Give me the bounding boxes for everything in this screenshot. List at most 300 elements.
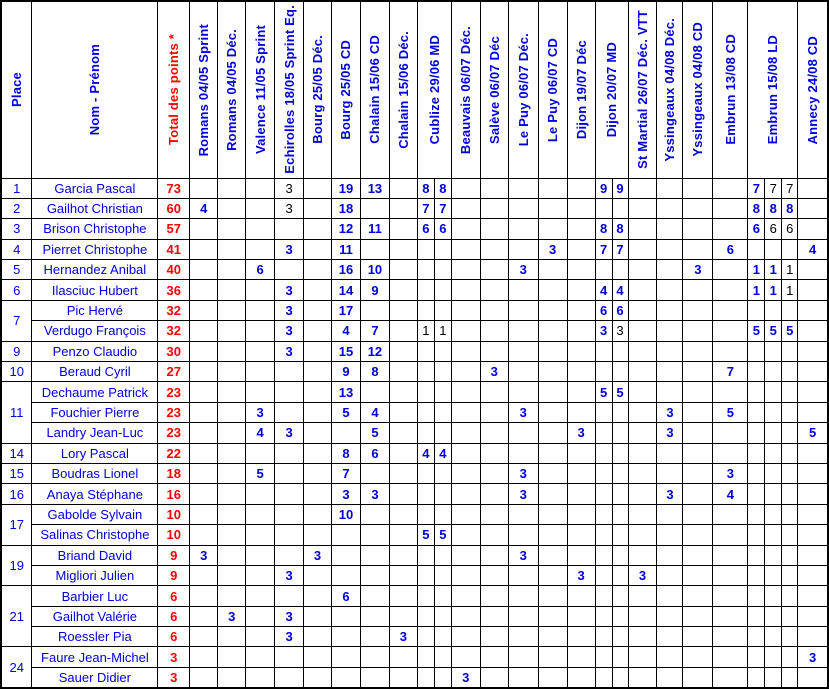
place-cell: 3 — [1, 219, 32, 239]
score-cell-saleve — [480, 341, 508, 361]
score-cell-annecy: 3 — [798, 647, 828, 667]
score-cell-lepuy_cd — [538, 362, 567, 382]
score-cell-lepuy_cd — [538, 647, 567, 667]
score-cell-dijon_md_2 — [612, 423, 628, 443]
score-cell-lepuy_dec — [508, 423, 538, 443]
place-cell: 5 — [1, 260, 32, 280]
total-points-cell: 6 — [158, 586, 190, 606]
score-cell-lepuy_dec — [508, 504, 538, 524]
column-header-total — [158, 1, 190, 178]
score-cell-lepuy_dec — [508, 382, 538, 402]
score-cell-annecy — [798, 463, 828, 483]
score-cell-dijon_md_2 — [612, 606, 628, 626]
score-cell-embrun_cd — [713, 280, 748, 300]
place-cell: 19 — [1, 545, 32, 586]
score-cell-yssingeaux_cd — [683, 545, 713, 565]
score-cell-bourg_dec — [304, 382, 332, 402]
table-row — [1, 341, 828, 361]
score-cell-romans_dec — [218, 300, 246, 320]
score-cell-bourg_dec — [304, 280, 332, 300]
total-points-cell: 73 — [158, 178, 190, 198]
score-cell-stmartial — [628, 402, 657, 422]
score-cell-stmartial — [628, 586, 657, 606]
score-cell-cublize_1 — [417, 300, 434, 320]
score-cell-romans_sprint — [190, 382, 218, 402]
score-cell-dijon_md_2: 7 — [612, 239, 628, 259]
score-cell-valence_sprint — [246, 178, 275, 198]
total-points-cell: 41 — [158, 239, 190, 259]
score-cell-valence_sprint — [246, 586, 275, 606]
score-cell-beauvais — [451, 300, 480, 320]
column-header-chalain_dec-label: Chalain 15/06 Déc. — [395, 30, 411, 149]
column-header-stmartial — [628, 1, 657, 178]
score-cell-embrun_ld_3: 6 — [782, 219, 798, 239]
score-cell-bourg_cd — [332, 525, 361, 545]
score-cell-yssingeaux_cd — [683, 586, 713, 606]
score-cell-lepuy_cd — [538, 443, 567, 463]
score-cell-yssingeaux_cd — [683, 198, 713, 218]
score-cell-yssingeaux_dec — [657, 362, 683, 382]
score-cell-chalain_dec — [389, 178, 417, 198]
column-header-name-wrap — [32, 2, 157, 177]
score-cell-romans_dec — [218, 362, 246, 382]
score-cell-romans_sprint — [190, 280, 218, 300]
score-cell-bourg_dec — [304, 627, 332, 647]
score-cell-beauvais — [451, 402, 480, 422]
score-cell-lepuy_cd — [538, 606, 567, 626]
column-header-romans_sprint-wrap — [190, 2, 217, 177]
column-header-dijon_md_1-label: Dijon 20/07 MD — [604, 42, 620, 138]
score-cell-cublize_1: 5 — [417, 525, 434, 545]
score-cell-yssingeaux_cd — [683, 321, 713, 341]
score-cell-beauvais — [451, 260, 480, 280]
score-cell-dijon19_dec — [567, 525, 595, 545]
score-cell-cublize_1: 7 — [417, 198, 434, 218]
place-cell: 16 — [1, 484, 32, 504]
score-cell-stmartial — [628, 219, 657, 239]
score-cell-dijon_md_1 — [595, 484, 612, 504]
score-cell-stmartial — [628, 606, 657, 626]
score-cell-romans_sprint — [190, 463, 218, 483]
score-cell-chalain_dec — [389, 606, 417, 626]
score-cell-cublize_2 — [434, 484, 451, 504]
score-cell-embrun_ld_3: 8 — [782, 198, 798, 218]
score-cell-dijon_md_2: 6 — [612, 300, 628, 320]
score-cell-lepuy_cd — [538, 463, 567, 483]
column-header-yssingeaux_dec-wrap — [657, 2, 682, 177]
score-cell-embrun_ld_1 — [748, 443, 765, 463]
score-cell-beauvais — [451, 525, 480, 545]
score-cell-valence_sprint — [246, 627, 275, 647]
score-cell-embrun_ld_3 — [782, 525, 798, 545]
score-cell-embrun_ld_2 — [765, 565, 782, 585]
score-cell-dijon_md_2 — [612, 362, 628, 382]
score-cell-annecy — [798, 443, 828, 463]
score-cell-stmartial — [628, 667, 657, 687]
score-cell-romans_sprint — [190, 239, 218, 259]
score-cell-saleve — [480, 545, 508, 565]
column-header-dijon19_dec-label: Dijon 19/07 Déc — [573, 40, 589, 140]
table-row — [1, 423, 828, 443]
column-header-romans_sprint — [190, 1, 218, 178]
score-cell-romans_dec — [218, 423, 246, 443]
score-cell-bourg_cd: 3 — [332, 484, 361, 504]
score-cell-bourg_cd — [332, 647, 361, 667]
score-cell-dijon19_dec — [567, 280, 595, 300]
score-cell-chalain_cd — [360, 198, 389, 218]
score-cell-dijon_md_2 — [612, 586, 628, 606]
score-cell-embrun_cd — [713, 219, 748, 239]
score-cell-saleve — [480, 443, 508, 463]
score-cell-romans_dec — [218, 280, 246, 300]
score-cell-bourg_cd: 11 — [332, 239, 361, 259]
score-cell-cublize_2 — [434, 667, 451, 687]
column-header-stmartial-wrap — [629, 2, 657, 177]
score-cell-echirolles — [275, 504, 304, 524]
score-cell-embrun_ld_3 — [782, 586, 798, 606]
score-cell-lepuy_dec — [508, 525, 538, 545]
score-cell-annecy — [798, 382, 828, 402]
total-points-cell: 32 — [158, 300, 190, 320]
column-header-yssingeaux_dec — [657, 1, 683, 178]
score-cell-lepuy_cd: 3 — [538, 239, 567, 259]
score-cell-embrun_ld_1: 1 — [748, 260, 765, 280]
score-cell-embrun_ld_1 — [748, 239, 765, 259]
score-cell-dijon_md_2 — [612, 667, 628, 687]
score-cell-cublize_2 — [434, 239, 451, 259]
score-cell-bourg_dec — [304, 463, 332, 483]
score-cell-dijon_md_1 — [595, 525, 612, 545]
score-cell-dijon_md_1 — [595, 362, 612, 382]
score-cell-chalain_dec — [389, 198, 417, 218]
score-cell-bourg_cd: 10 — [332, 504, 361, 524]
score-cell-embrun_ld_2 — [765, 239, 782, 259]
score-cell-lepuy_dec: 3 — [508, 545, 538, 565]
score-cell-chalain_dec — [389, 280, 417, 300]
score-cell-embrun_cd — [713, 382, 748, 402]
table-row — [1, 280, 828, 300]
header-row — [1, 1, 828, 178]
score-cell-embrun_cd: 4 — [713, 484, 748, 504]
score-cell-chalain_cd: 7 — [360, 321, 389, 341]
score-cell-bourg_dec — [304, 484, 332, 504]
score-cell-embrun_ld_3 — [782, 402, 798, 422]
score-cell-romans_dec — [218, 627, 246, 647]
score-cell-embrun_ld_3 — [782, 545, 798, 565]
score-cell-romans_sprint: 3 — [190, 545, 218, 565]
score-cell-embrun_ld_1 — [748, 606, 765, 626]
score-cell-dijon_md_2: 9 — [612, 178, 628, 198]
score-cell-embrun_ld_2 — [765, 545, 782, 565]
score-cell-stmartial — [628, 484, 657, 504]
score-cell-romans_sprint — [190, 178, 218, 198]
score-cell-yssingeaux_dec — [657, 504, 683, 524]
score-cell-stmartial — [628, 280, 657, 300]
score-cell-embrun_ld_1 — [748, 565, 765, 585]
score-cell-embrun_ld_1 — [748, 627, 765, 647]
score-cell-saleve — [480, 484, 508, 504]
score-cell-bourg_cd — [332, 423, 361, 443]
score-cell-lepuy_dec — [508, 443, 538, 463]
score-cell-annecy — [798, 280, 828, 300]
score-cell-chalain_cd — [360, 586, 389, 606]
score-cell-annecy — [798, 219, 828, 239]
score-cell-yssingeaux_dec — [657, 443, 683, 463]
score-cell-bourg_cd: 17 — [332, 300, 361, 320]
score-cell-bourg_dec — [304, 647, 332, 667]
score-cell-annecy — [798, 504, 828, 524]
score-cell-echirolles — [275, 484, 304, 504]
column-header-beauvais — [451, 1, 480, 178]
score-cell-saleve — [480, 586, 508, 606]
column-header-cublize_1-wrap — [418, 2, 451, 177]
score-cell-annecy — [798, 178, 828, 198]
score-cell-dijon19_dec — [567, 443, 595, 463]
score-cell-chalain_cd — [360, 627, 389, 647]
score-cell-yssingeaux_cd — [683, 178, 713, 198]
score-cell-cublize_2 — [434, 627, 451, 647]
score-cell-cublize_1 — [417, 260, 434, 280]
score-cell-yssingeaux_cd — [683, 484, 713, 504]
table-row — [1, 565, 828, 585]
score-cell-embrun_ld_3 — [782, 362, 798, 382]
score-cell-beauvais — [451, 647, 480, 667]
score-cell-bourg_dec — [304, 362, 332, 382]
score-cell-romans_sprint — [190, 647, 218, 667]
column-header-lepuy_dec — [508, 1, 538, 178]
score-cell-chalain_cd: 11 — [360, 219, 389, 239]
score-cell-chalain_dec — [389, 239, 417, 259]
score-cell-dijon19_dec — [567, 463, 595, 483]
score-cell-chalain_dec — [389, 219, 417, 239]
score-cell-embrun_cd — [713, 545, 748, 565]
score-cell-beauvais — [451, 606, 480, 626]
score-cell-chalain_dec: 3 — [389, 627, 417, 647]
column-header-name — [32, 1, 158, 178]
column-header-romans_dec — [218, 1, 246, 178]
score-cell-dijon_md_2 — [612, 627, 628, 647]
score-cell-dijon_md_1 — [595, 545, 612, 565]
score-cell-romans_dec — [218, 239, 246, 259]
score-cell-lepuy_cd — [538, 300, 567, 320]
score-cell-bourg_dec — [304, 260, 332, 280]
score-cell-beauvais — [451, 341, 480, 361]
score-cell-embrun_ld_3 — [782, 606, 798, 626]
column-header-bourg_cd-label: Bourg 25/05 CD — [338, 39, 354, 140]
score-cell-bourg_cd: 12 — [332, 219, 361, 239]
table-row — [1, 525, 828, 545]
score-cell-yssingeaux_dec — [657, 260, 683, 280]
score-cell-dijon_md_1 — [595, 647, 612, 667]
score-cell-dijon_md_1 — [595, 198, 612, 218]
score-cell-dijon19_dec: 3 — [567, 565, 595, 585]
table-row — [1, 667, 828, 687]
score-cell-romans_sprint — [190, 586, 218, 606]
score-cell-embrun_ld_3 — [782, 484, 798, 504]
score-cell-dijon_md_1 — [595, 402, 612, 422]
score-cell-romans_dec — [218, 565, 246, 585]
score-cell-embrun_ld_2 — [765, 504, 782, 524]
score-cell-cublize_1 — [417, 647, 434, 667]
score-cell-bourg_cd: 18 — [332, 198, 361, 218]
total-points-cell: 3 — [158, 647, 190, 667]
column-header-bourg_dec-label: Bourg 25/05 Déc. — [310, 35, 326, 145]
score-cell-annecy — [798, 484, 828, 504]
score-cell-dijon_md_1 — [595, 627, 612, 647]
score-cell-chalain_cd: 4 — [360, 402, 389, 422]
score-cell-embrun_ld_2 — [765, 647, 782, 667]
score-cell-yssingeaux_cd — [683, 627, 713, 647]
table-row — [1, 260, 828, 280]
score-cell-chalain_cd: 3 — [360, 484, 389, 504]
place-cell: 6 — [1, 280, 32, 300]
score-cell-romans_dec — [218, 504, 246, 524]
score-cell-dijon_md_2 — [612, 545, 628, 565]
score-cell-lepuy_cd — [538, 341, 567, 361]
score-cell-dijon19_dec — [567, 402, 595, 422]
score-cell-embrun_ld_2 — [765, 443, 782, 463]
score-cell-lepuy_cd — [538, 423, 567, 443]
table-row — [1, 321, 828, 341]
score-cell-yssingeaux_dec — [657, 525, 683, 545]
score-cell-stmartial — [628, 545, 657, 565]
score-cell-echirolles — [275, 586, 304, 606]
score-cell-lepuy_cd — [538, 219, 567, 239]
score-cell-saleve — [480, 402, 508, 422]
score-cell-embrun_cd — [713, 443, 748, 463]
score-cell-embrun_ld_2 — [765, 627, 782, 647]
name-cell: Barbier Luc — [32, 586, 158, 606]
name-cell: Boudras Lionel — [32, 463, 158, 483]
score-cell-beauvais — [451, 484, 480, 504]
score-cell-annecy — [798, 586, 828, 606]
score-cell-embrun_ld_3 — [782, 423, 798, 443]
score-cell-embrun_ld_2 — [765, 484, 782, 504]
score-cell-yssingeaux_dec — [657, 647, 683, 667]
column-header-saleve-label: Salève 06/07 Déc — [486, 35, 502, 144]
score-cell-bourg_dec — [304, 219, 332, 239]
total-points-cell: 40 — [158, 260, 190, 280]
column-header-place-wrap — [2, 2, 31, 177]
score-cell-stmartial — [628, 362, 657, 382]
score-cell-cublize_1 — [417, 504, 434, 524]
score-cell-lepuy_dec — [508, 280, 538, 300]
score-cell-chalain_dec — [389, 484, 417, 504]
score-cell-chalain_cd — [360, 606, 389, 626]
score-cell-saleve — [480, 463, 508, 483]
score-cell-yssingeaux_cd — [683, 300, 713, 320]
total-points-cell: 16 — [158, 484, 190, 504]
score-cell-embrun_cd — [713, 260, 748, 280]
table-row — [1, 586, 828, 606]
score-cell-cublize_1: 6 — [417, 219, 434, 239]
column-header-yssingeaux_cd-label: Yssingeaux 04/08 CD — [690, 22, 706, 158]
score-cell-embrun_cd — [713, 565, 748, 585]
score-cell-echirolles: 3 — [275, 341, 304, 361]
score-cell-dijon_md_2: 8 — [612, 219, 628, 239]
score-cell-dijon_md_2 — [612, 504, 628, 524]
name-cell: Ilasciuc Hubert — [32, 280, 158, 300]
score-cell-beauvais — [451, 627, 480, 647]
score-cell-saleve — [480, 178, 508, 198]
score-cell-chalain_cd — [360, 525, 389, 545]
score-cell-chalain_cd: 5 — [360, 423, 389, 443]
score-cell-saleve — [480, 219, 508, 239]
score-cell-echirolles — [275, 219, 304, 239]
score-cell-embrun_ld_1 — [748, 300, 765, 320]
score-cell-valence_sprint — [246, 362, 275, 382]
column-header-echirolles — [275, 1, 304, 178]
column-header-stmartial-label: St Martial 26/07 Déc. VTT — [634, 10, 650, 170]
score-cell-romans_dec — [218, 321, 246, 341]
score-cell-lepuy_dec — [508, 565, 538, 585]
score-cell-bourg_cd: 19 — [332, 178, 361, 198]
score-cell-dijon19_dec — [567, 321, 595, 341]
score-cell-valence_sprint — [246, 198, 275, 218]
score-cell-echirolles: 3 — [275, 627, 304, 647]
score-cell-saleve — [480, 606, 508, 626]
score-cell-chalain_cd — [360, 463, 389, 483]
score-cell-embrun_ld_3: 1 — [782, 280, 798, 300]
score-cell-yssingeaux_dec — [657, 382, 683, 402]
total-points-cell: 30 — [158, 341, 190, 361]
score-cell-cublize_1 — [417, 239, 434, 259]
score-cell-embrun_cd — [713, 423, 748, 443]
score-cell-dijon19_dec — [567, 667, 595, 687]
score-cell-embrun_ld_1: 7 — [748, 178, 765, 198]
score-cell-beauvais — [451, 178, 480, 198]
score-cell-romans_sprint — [190, 667, 218, 687]
score-cell-annecy — [798, 525, 828, 545]
score-cell-beauvais — [451, 545, 480, 565]
score-cell-cublize_2: 7 — [434, 198, 451, 218]
score-cell-yssingeaux_cd — [683, 219, 713, 239]
score-cell-echirolles — [275, 443, 304, 463]
column-header-yssingeaux_dec-label: Yssingeaux 04/08 Déc. — [662, 17, 678, 162]
score-cell-cublize_2 — [434, 402, 451, 422]
score-cell-dijon_md_2 — [612, 565, 628, 585]
score-cell-bourg_dec — [304, 606, 332, 626]
score-cell-dijon_md_2 — [612, 525, 628, 545]
column-header-chalain_cd-label: Chalain 15/06 CD — [367, 35, 383, 145]
score-cell-stmartial — [628, 627, 657, 647]
score-cell-valence_sprint — [246, 382, 275, 402]
column-header-lepuy_dec-label: Le Puy 06/07 Déc. — [515, 33, 531, 147]
score-cell-embrun_ld_3 — [782, 239, 798, 259]
score-cell-cublize_2 — [434, 362, 451, 382]
score-cell-chalain_dec — [389, 402, 417, 422]
score-cell-romans_sprint — [190, 402, 218, 422]
score-cell-chalain_dec — [389, 300, 417, 320]
score-cell-stmartial — [628, 341, 657, 361]
score-cell-yssingeaux_dec: 3 — [657, 423, 683, 443]
score-cell-stmartial — [628, 443, 657, 463]
score-cell-romans_sprint — [190, 504, 218, 524]
column-header-valence_sprint — [246, 1, 275, 178]
score-cell-stmartial — [628, 647, 657, 667]
column-header-embrun_cd — [713, 1, 748, 178]
score-cell-yssingeaux_cd — [683, 463, 713, 483]
score-cell-bourg_dec — [304, 443, 332, 463]
score-cell-beauvais — [451, 586, 480, 606]
score-cell-lepuy_dec — [508, 647, 538, 667]
score-cell-lepuy_cd — [538, 545, 567, 565]
score-cell-beauvais — [451, 362, 480, 382]
column-header-yssingeaux_cd-wrap — [683, 2, 712, 177]
score-cell-cublize_2: 6 — [434, 219, 451, 239]
score-cell-romans_sprint: 4 — [190, 198, 218, 218]
score-cell-yssingeaux_dec — [657, 667, 683, 687]
